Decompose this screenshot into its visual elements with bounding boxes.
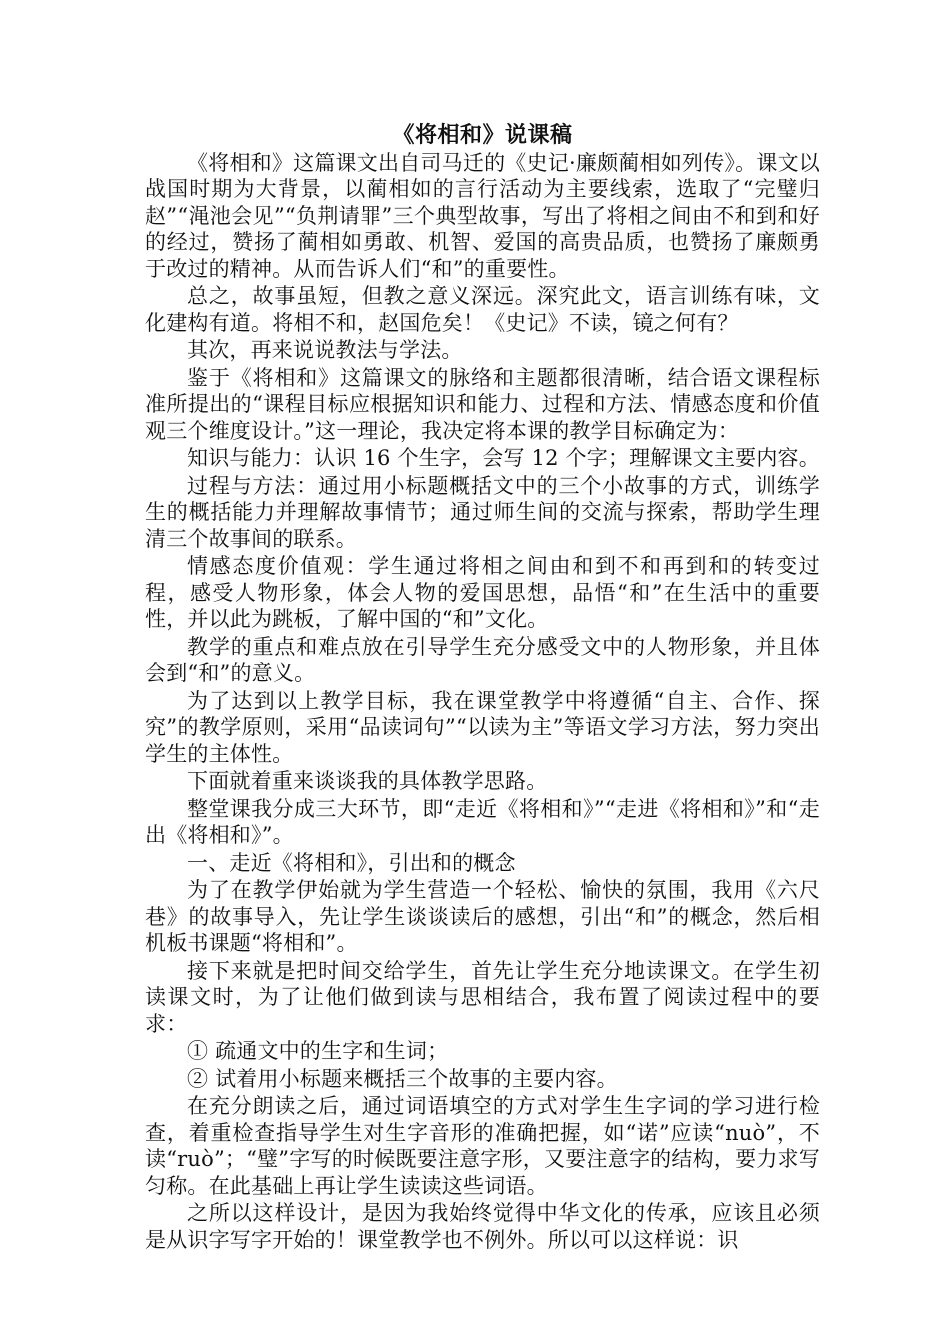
paragraph-knowledge-ability: 知识与能力：认识 16 个生字，会写 12 个字；理解课文主要内容。 [187,446,820,470]
list-item-1: ① 疏通文中的生字和生词； [187,1039,449,1063]
paragraph-objectives-intro: 鉴于《将相和》这篇课文的脉络和主题都很清晰，结合语文课程标准所提出的“课程目标应根据知识和能力、过程和方法、情感态度和价值观三个维度设计。”这一理论，我决定将本课的教学目标确定为： [145,365,820,443]
paragraph-intro: 《将相和》这篇课文出自司马迁的《史记·廉颇蔺相如列传》。课文以战国时期为大背景，以蔺相如的言行活动为主要线索，选取了“完璧归赵”“渑池会见”“负荆请罪”三个典型故事，写出了将相之间由不和到和好的经过，赞扬了蔺相如勇敢、机智、爱国的高贵品质，也赞扬了廉颇勇于改过的精神。从而告诉人们“和”的重要性。 [145,150,820,281]
paragraph-emotion-values: 情感态度价值观：学生通过将相之间由和到不和再到和的转变过程，感受人物形象，体会人物的爱国思想，品悟“和”在生活中的重要性，并以此为跳板，了解中国的“和”文化。 [145,554,820,631]
paragraph-key-points: 教学的重点和难点放在引导学生充分感受文中的人物形象，并且体会到“和”的意义。 [145,634,820,685]
list-item-2: ② 试着用小标题来概括三个故事的主要内容。 [187,1066,618,1091]
paragraph-process-method: 过程与方法：通过用小标题概括文中的三个小故事的方式，训练学生的概括能力并理解故事情节；通过师生间的交流与探索，帮助学生理清三个故事间的联系。 [145,473,820,551]
paragraph-teaching-principle: 为了达到以上教学目标，我在课堂教学中将遵循“自主、合作、探究”的教学原则，采用“品读词句”“以读为主”等语文学习方法，努力突出学生的主体性。 [145,688,820,766]
paragraph-vocabulary-check: 在充分朗读之后，通过词语填空的方式对学生生字词的学习进行检查，着重检查指导学生对生字音形的准确把握，如“诺”应读“nuò”，不读“ruò”；“璧”字写的时候既要注意字形，又要注意字的结构，要力求写匀称。在此基础上再让学生读读这些词语。 [145,1094,820,1198]
paragraph-design-reason: 之所以这样设计，是因为我始终觉得中华文化的传承，应该且必须是从识字写字开始的！课堂教学也不例外。所以可以这样说：识 [145,1201,820,1252]
section-heading-one: 一、走近《将相和》，引出和的概念 [187,850,516,875]
document-body [145,122,820,1254]
paragraph-teaching-plan-intro: 下面就着重来谈谈我的具体教学思路。 [187,769,548,793]
paragraph-summary: 总之，故事虽短，但教之意义深远。深究此文，语言训练有味，文化建构有道。将相不和，赵国危矣！《史记》不读，镜之何有？ [145,284,820,335]
paragraph-method-intro: 其次，再来说说教法与学法。 [187,338,463,362]
paragraph-three-stages: 整堂课我分成三大环节，即“走近《将相和》”“走进《将相和》”和“走出《将相和》”。 [145,796,820,847]
document-title: 《将相和》说课稿 [392,122,573,148]
paragraph-introduction-story: 为了在教学伊始就为学生营造一个轻松、愉快的氛围，我用《六尺巷》的故事导入，先让学生谈谈读后的感想，引出“和”的概念，然后相机板书课题“将相和”。 [145,878,820,955]
paragraph-reading-requirements: 接下来就是把时间交给学生，首先让学生充分地读课文。在学生初读课文时，为了让他们做到读与思相结合，我布置了阅读过程中的要求： [145,958,820,1036]
